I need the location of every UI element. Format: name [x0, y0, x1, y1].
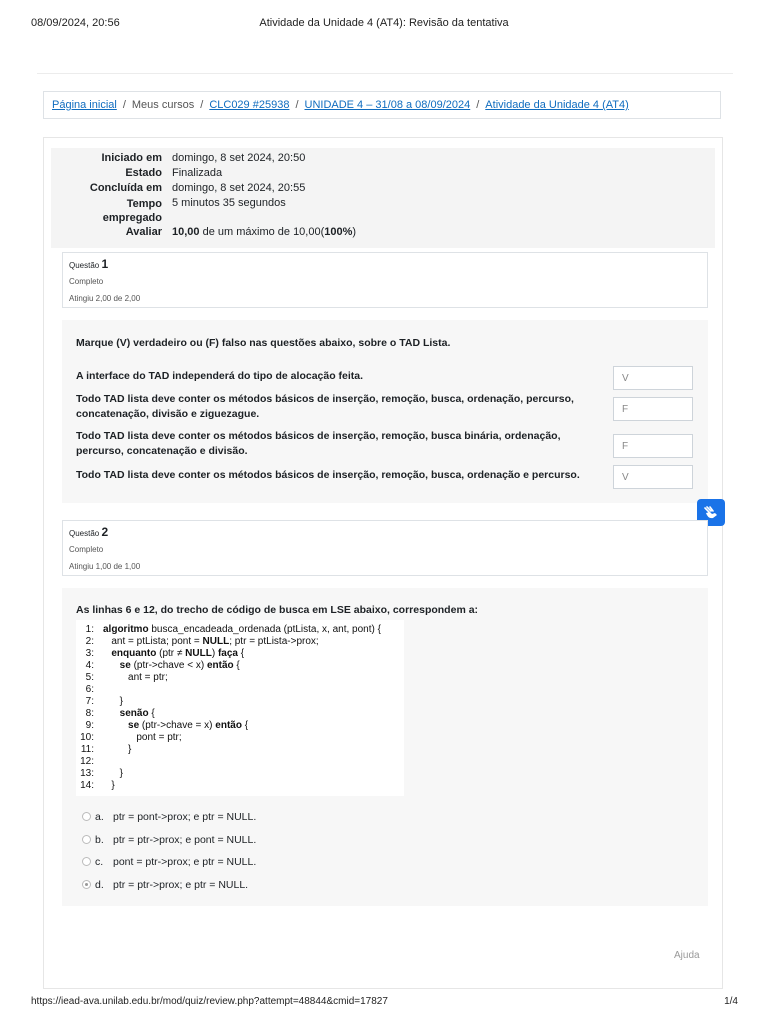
- print-page-number: 1/4: [724, 996, 738, 1007]
- code-line: [76, 648, 245, 660]
- breadcrumb-my-courses: Meus cursos: [131, 99, 195, 111]
- question-number: 1: [101, 257, 109, 271]
- question-label: Questão: [69, 529, 100, 538]
- print-page-title: Atividade da Unidade 4 (AT4): Revisão da tentativa: [259, 17, 509, 29]
- statement-4: Todo TAD lista deve conter os métodos básicos de inserção, remoção, busca, ordenação e percurso.: [76, 469, 580, 481]
- code-snippet-image: [76, 620, 404, 796]
- answer-select-4[interactable]: V: [613, 465, 693, 489]
- summary-row-time: [51, 197, 715, 226]
- code-line-number: 9:: [85, 720, 94, 731]
- code-line: [76, 744, 132, 756]
- breadcrumb-separator: /: [200, 99, 204, 111]
- question-2-number: [69, 525, 701, 539]
- question-label: Questão: [69, 261, 100, 270]
- breadcrumb-course-link[interactable]: CLC029 #25938: [209, 99, 290, 111]
- option-letter: c.: [95, 856, 104, 868]
- print-datetime: 08/09/2024, 20:56: [31, 17, 120, 29]
- breadcrumb-separator: /: [122, 99, 126, 111]
- code-line-number: 14:: [80, 780, 94, 791]
- radio-button[interactable]: [82, 812, 91, 821]
- answer-select-1[interactable]: V: [613, 366, 693, 390]
- question-1-info: [62, 252, 708, 308]
- state-value: Finalizada: [172, 167, 223, 179]
- code-line-number: 11:: [80, 744, 94, 755]
- answer-option-d[interactable]: [82, 878, 248, 892]
- code-line-number: 4:: [85, 660, 94, 671]
- attempt-summary: [51, 152, 715, 241]
- grade-close: ): [352, 226, 357, 238]
- breadcrumb-unit-link[interactable]: UNIDADE 4 – 31/08 a 08/09/2024: [304, 99, 471, 111]
- print-header: [0, 17, 768, 33]
- code-line-number: 7:: [85, 696, 94, 707]
- code-line: [76, 732, 182, 744]
- code-line: [76, 780, 115, 792]
- code-line: [76, 696, 124, 708]
- code-line-text: algoritmo busca_encadeada_ordenada (ptLista, x, ant, pont) {: [103, 624, 381, 635]
- breadcrumb-home-link[interactable]: Página inicial: [52, 99, 117, 111]
- summary-row-grade: [51, 226, 715, 241]
- radio-button-selected[interactable]: [82, 880, 91, 889]
- code-line: [76, 720, 249, 732]
- code-line: [76, 672, 168, 684]
- question-1-state: Completo: [69, 277, 104, 286]
- grade-score: 10,00: [172, 226, 200, 238]
- code-line-number: 1:: [85, 624, 94, 635]
- code-line: [76, 624, 381, 636]
- option-letter: a.: [95, 811, 104, 823]
- code-line: [76, 636, 319, 648]
- code-line-text: se (ptr->chave = x) então {: [128, 720, 249, 731]
- answer-select-2[interactable]: F: [613, 397, 693, 421]
- state-label: Estado: [125, 167, 162, 179]
- code-line-number: 5:: [85, 672, 94, 683]
- code-line: [76, 684, 94, 696]
- breadcrumb-activity-link[interactable]: Atividade da Unidade 4 (AT4): [485, 99, 629, 111]
- summary-row-completed: [51, 182, 715, 197]
- question-1-number: [69, 257, 701, 271]
- question-1-prompt: Marque (V) verdadeiro ou (F) falso nas questões abaixo, sobre o TAD Lista.: [76, 337, 451, 349]
- code-line-text: }: [103, 780, 115, 791]
- option-text: ptr = pont->prox; e ptr = NULL.: [113, 811, 257, 823]
- code-line-text: enquanto (ptr ≠ NULL) faça {: [111, 648, 245, 659]
- header-divider: [37, 73, 733, 74]
- statement-1: A interface do TAD independerá do tipo de alocação feita.: [76, 370, 364, 382]
- option-letter: d.: [95, 879, 104, 891]
- answer-option-c[interactable]: [82, 855, 256, 869]
- statement-3: Todo TAD lista deve conter os métodos básicos de inserção, remoção, busca binária, ordenação, percurso, concatenação e divisão.: [76, 430, 561, 457]
- code-line-number: 12:: [80, 756, 94, 767]
- time-label: Tempo empregado: [102, 198, 162, 224]
- summary-row-started: [51, 152, 715, 167]
- code-line-text: }: [103, 744, 132, 755]
- started-value: domingo, 8 set 2024, 20:50: [172, 152, 306, 164]
- radio-button[interactable]: [82, 857, 91, 866]
- answer-option-a[interactable]: [82, 810, 256, 824]
- grade-value: [172, 226, 356, 238]
- answer-select-3[interactable]: F: [613, 434, 693, 458]
- completed-value: domingo, 8 set 2024, 20:55: [172, 182, 306, 194]
- code-line: [76, 660, 240, 672]
- breadcrumb: [43, 91, 721, 119]
- statement-2: Todo TAD lista deve conter os métodos básicos de inserção, remoção, busca, ordenação, percurso, concatenação, divisão e ziguezague.: [76, 393, 574, 420]
- question-1-grade: Atingiu 2,00 de 2,00: [69, 294, 141, 303]
- code-line-number: 10:: [80, 732, 94, 743]
- completed-label: Concluída em: [89, 182, 162, 194]
- code-line: [76, 756, 94, 768]
- code-line-number: 2:: [85, 636, 94, 647]
- code-line-number: 8:: [85, 708, 94, 719]
- code-line-text: }: [103, 768, 124, 779]
- grade-rest: de um máximo de 10,00(: [199, 226, 325, 238]
- breadcrumb-separator: /: [476, 99, 480, 111]
- code-line-text: ant = ptLista; pont = NULL; ptr = ptLista->prox;: [103, 636, 319, 647]
- question-2-prompt: As linhas 6 e 12, do trecho de código de busca em LSE abaixo, correspondem a:: [76, 604, 479, 616]
- question-2-state: Completo: [69, 545, 104, 554]
- option-text: ptr = ptr->prox; e ptr = NULL.: [113, 879, 249, 891]
- code-line-text: senão {: [119, 708, 155, 719]
- code-line-number: 6:: [85, 684, 94, 695]
- print-footer: [0, 996, 768, 1012]
- code-line: [76, 708, 155, 720]
- option-text: pont = ptr->prox; e ptr = NULL.: [113, 856, 257, 868]
- time-value: 5 minutos 35 segundos: [172, 197, 286, 209]
- code-line-number: 13:: [80, 768, 94, 779]
- question-2-grade: Atingiu 1,00 de 1,00: [69, 562, 141, 571]
- code-line-number: 3:: [85, 648, 94, 659]
- started-label: Iniciado em: [101, 152, 162, 164]
- code-line-text: se (ptr->chave < x) então {: [119, 660, 240, 671]
- grade-percent: 100%: [324, 226, 353, 238]
- answer-option-b[interactable]: [82, 833, 256, 847]
- sign-language-icon: [702, 504, 720, 522]
- radio-button[interactable]: [82, 835, 91, 844]
- option-text: ptr = ptr->prox; e pont = NULL.: [113, 834, 257, 846]
- breadcrumb-separator: /: [295, 99, 299, 111]
- code-line-text: ant = ptr;: [103, 672, 168, 683]
- option-letter: b.: [95, 834, 104, 846]
- summary-row-state: [51, 167, 715, 182]
- grade-label: Avaliar: [125, 226, 162, 238]
- code-line: [76, 768, 124, 780]
- code-line-text: }: [103, 696, 124, 707]
- print-url: https://iead-ava.unilab.edu.br/mod/quiz/review.php?attempt=48844&cmid=17827: [31, 996, 388, 1007]
- help-link[interactable]: Ajuda: [674, 950, 700, 961]
- question-number: 2: [101, 525, 109, 539]
- question-2-info: [62, 520, 708, 576]
- code-line-text: pont = ptr;: [103, 732, 182, 743]
